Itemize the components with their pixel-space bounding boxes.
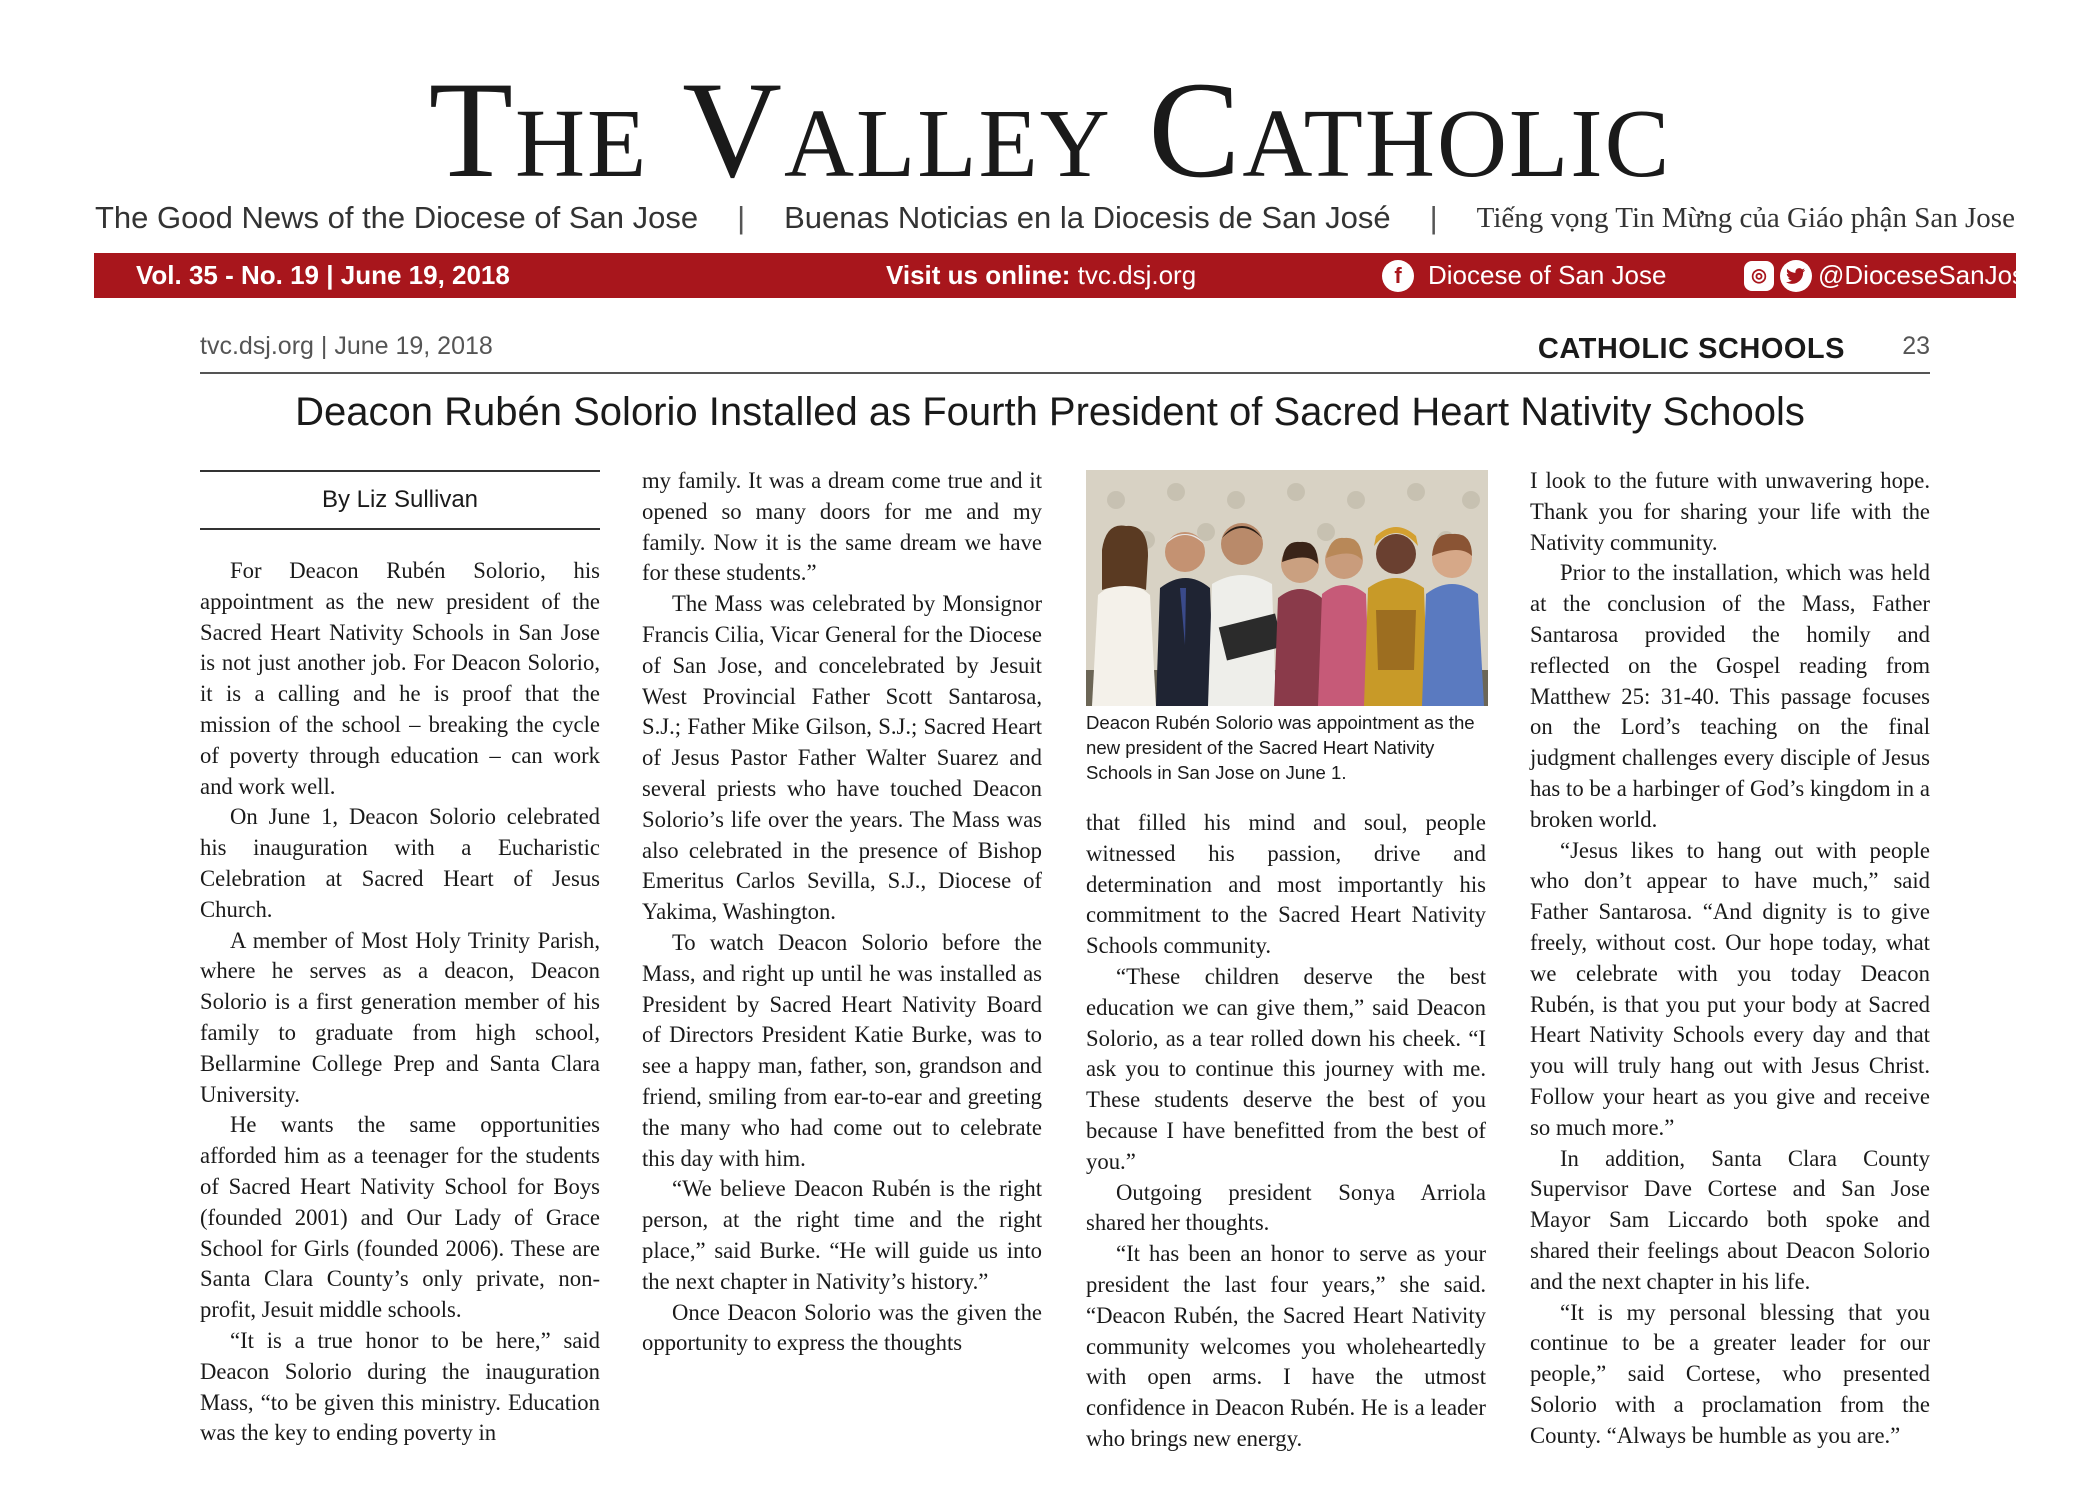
- paragraph: “It is my personal blessing that you continue to be a greater leader for our people,” said Cortese, who presented Solorio with a proclamation from the County. “Always be humble as you are.”: [1530, 1299, 1930, 1448]
- paragraph: Prior to the installation, which was held at the conclusion of the Mass, Father Santarosa provided the homily and reflected on the Gospel reading from Matthew 25: 31-40. This passage focuses on the Lord’s teaching on the final judgment challenges every disciple of Jesus has to be a harbinger of God’s kingdom in a broken world.: [1530, 560, 1930, 832]
- paragraph: “Jesus likes to hang out with people who don’t appear to have much,” said Father Santarosa. “And dignity is to give freely, without cost. Our hope today, what we celebrate with you today Deacon Rubén, is that you put your body at Sacred Heart Nativity Schools every day and that you will truly hang out with Jesus Christ. Follow your heart as you give and receive so much more.”: [1530, 837, 1930, 1140]
- twitter-icon: [1780, 260, 1812, 292]
- website-link[interactable]: tvc.dsj.org: [1077, 260, 1197, 290]
- visit-label: Visit us online:: [886, 260, 1071, 290]
- social-handle-link[interactable]: [1744, 253, 2040, 298]
- tagline-spanish: Buenas Noticias en la Diocesis de San José: [784, 200, 1391, 235]
- masthead-title: The Valley Catholic: [428, 53, 1672, 206]
- banner-bar: [94, 253, 2040, 298]
- tagline-english: The Good News of the Diocese of San Jose: [95, 200, 699, 235]
- page-number: 23: [1902, 332, 1930, 360]
- paragraph: To watch Deacon Solorio before the Mass, and right up until he was installed as President by Sacred Heart Nativity Board of Directors President Katie Burke, was to see a happy man, father, son, grandson and friend, smiling from ear-to-ear and greeting the many who had come out to celebrate this day with him.: [642, 929, 1042, 1171]
- paragraph: “We believe Deacon Rubén is the right person, at the right time and the right place,” said Burke. “He will guide us into the next chapter in Nativity’s history.”: [642, 1176, 1042, 1294]
- tagline-separator: |: [737, 200, 746, 235]
- issue-volume: Vol. 35 - No. 19 | June 19, 2018: [136, 260, 510, 290]
- paragraph: Once Deacon Solorio was the given the opportunity to express the thoughts: [642, 1299, 1042, 1356]
- instagram-icon: ◎: [1744, 261, 1774, 291]
- article-byline: By Liz Sullivan: [200, 470, 600, 530]
- group-photo-illustration: [1086, 470, 1488, 706]
- article-column-2: [642, 466, 1042, 1359]
- article-column-3: [1086, 808, 1486, 1455]
- paragraph: He wants the same opportunities afforded him as a teenager for the students of Sacred Heart Nativity School for Boys (founded 2001) and Our Lady of Grace School for Girls (founded 2006). These are Santa Clara County’s only private, non-profit, Jesuit middle schools.: [200, 1112, 600, 1323]
- paragraph: that filled his mind and soul, people witnessed his passion, drive and determination and most importantly his commitment to the Sacred Heart Nativity Schools community.: [1086, 810, 1486, 959]
- paragraph: “It has been an honor to serve as your president the last four years,” she said. “Deacon Rubén, the Sacred Heart Nativity community welcomes you wholeheartedly with open arms. I have the utmost confidence in Deacon Rubén. He is a leader who brings new energy.: [1086, 1241, 1486, 1451]
- social-handle: @DioceseSanJose: [1818, 260, 2040, 290]
- paragraph: “It is a true honor to be here,” said Deacon Solorio during the inauguration Mass, “to be given this ministry. Education was the key to ending poverty in: [200, 1327, 600, 1446]
- paragraph: The Mass was celebrated by Monsignor Francis Cilia, Vicar General for the Diocese of San Jose, and concelebrated by Jesuit West Provincial Father Scott Santarosa, S.J.; Father Mike Gilson, S.J.; Sacred Heart of Jesus Pastor Father Walter Suarez and several priests who have touched Deacon Solorio’s life over the years. The Mass was also celebrated in the presence of Bishop Emeritus Carlos Sevilla, S.J., Diocese of Yakima, Washington.: [642, 591, 1042, 925]
- paragraph: my family. It was a dream come true and it opened so many doors for me and my family. Now it is the same dream we have for these students.”: [642, 468, 1042, 586]
- article-column-1: [200, 556, 600, 1449]
- article-photo: [1086, 470, 1488, 706]
- facebook-label: Diocese of San Jose: [1428, 260, 1667, 290]
- paragraph: A member of Most Holy Trinity Parish, where he serves as a deacon, Deacon Solorio is a first generation member of his family to graduate from high school, Bellarmine College Prep and Santa Clara University.: [200, 927, 600, 1107]
- photo-caption: Deacon Rubén Solorio was appointment as the new president of the Sacred Heart Nativity Schools in San Jose on June 1.: [1086, 712, 1475, 783]
- article-column-4: [1530, 466, 1930, 1452]
- paragraph: In addition, Santa Clara County Supervisor Dave Cortese and San Jose Mayor Sam Liccardo both spoke and shared their feelings about Deacon Solorio and the next chapter in his life.: [1530, 1145, 1930, 1294]
- tagline-vietnamese: Tiếng vọng Tin Mừng của Giáo phận San Jose: [1476, 201, 2015, 234]
- masthead-tagline: [95, 200, 2015, 236]
- facebook-link[interactable]: [1382, 253, 1666, 298]
- paragraph: For Deacon Rubén Solorio, his appointment as the new president of the Sacred Heart Nativity Schools in San Jose is not just another job. For Deacon Solorio, it is a calling and he is proof that the mission of the school – breaking the cycle of poverty through education – can work and work well.: [200, 558, 600, 799]
- visit-online: [886, 253, 1196, 298]
- page-header-date: tvc.dsj.org | June 19, 2018: [200, 332, 493, 360]
- facebook-icon: f: [1382, 260, 1414, 292]
- article-headline: Deacon Rubén Solorio Installed as Fourth President of Sacred Heart Nativity Schools: [295, 390, 1805, 434]
- tagline-separator: |: [1429, 200, 1438, 235]
- paragraph: Outgoing president Sonya Arriola shared her thoughts.: [1086, 1179, 1486, 1236]
- paragraph: “These children deserve the best education we can give them,” said Deacon Solorio, as a tear rolled down his cheek. “I ask you to continue this journey with me. These students deserve the best of you because I have benefitted from the best of you.”: [1086, 963, 1486, 1174]
- section-name: CATHOLIC SCHOOLS: [1537, 333, 1845, 365]
- page-header: [200, 332, 1930, 374]
- paragraph: I look to the future with unwavering hope. Thank you for sharing your life with the Nativity community.: [1530, 468, 1930, 555]
- paragraph: On June 1, Deacon Solorio celebrated his inauguration with a Eucharistic Celebration at Sacred Heart of Jesus Church.: [200, 804, 600, 922]
